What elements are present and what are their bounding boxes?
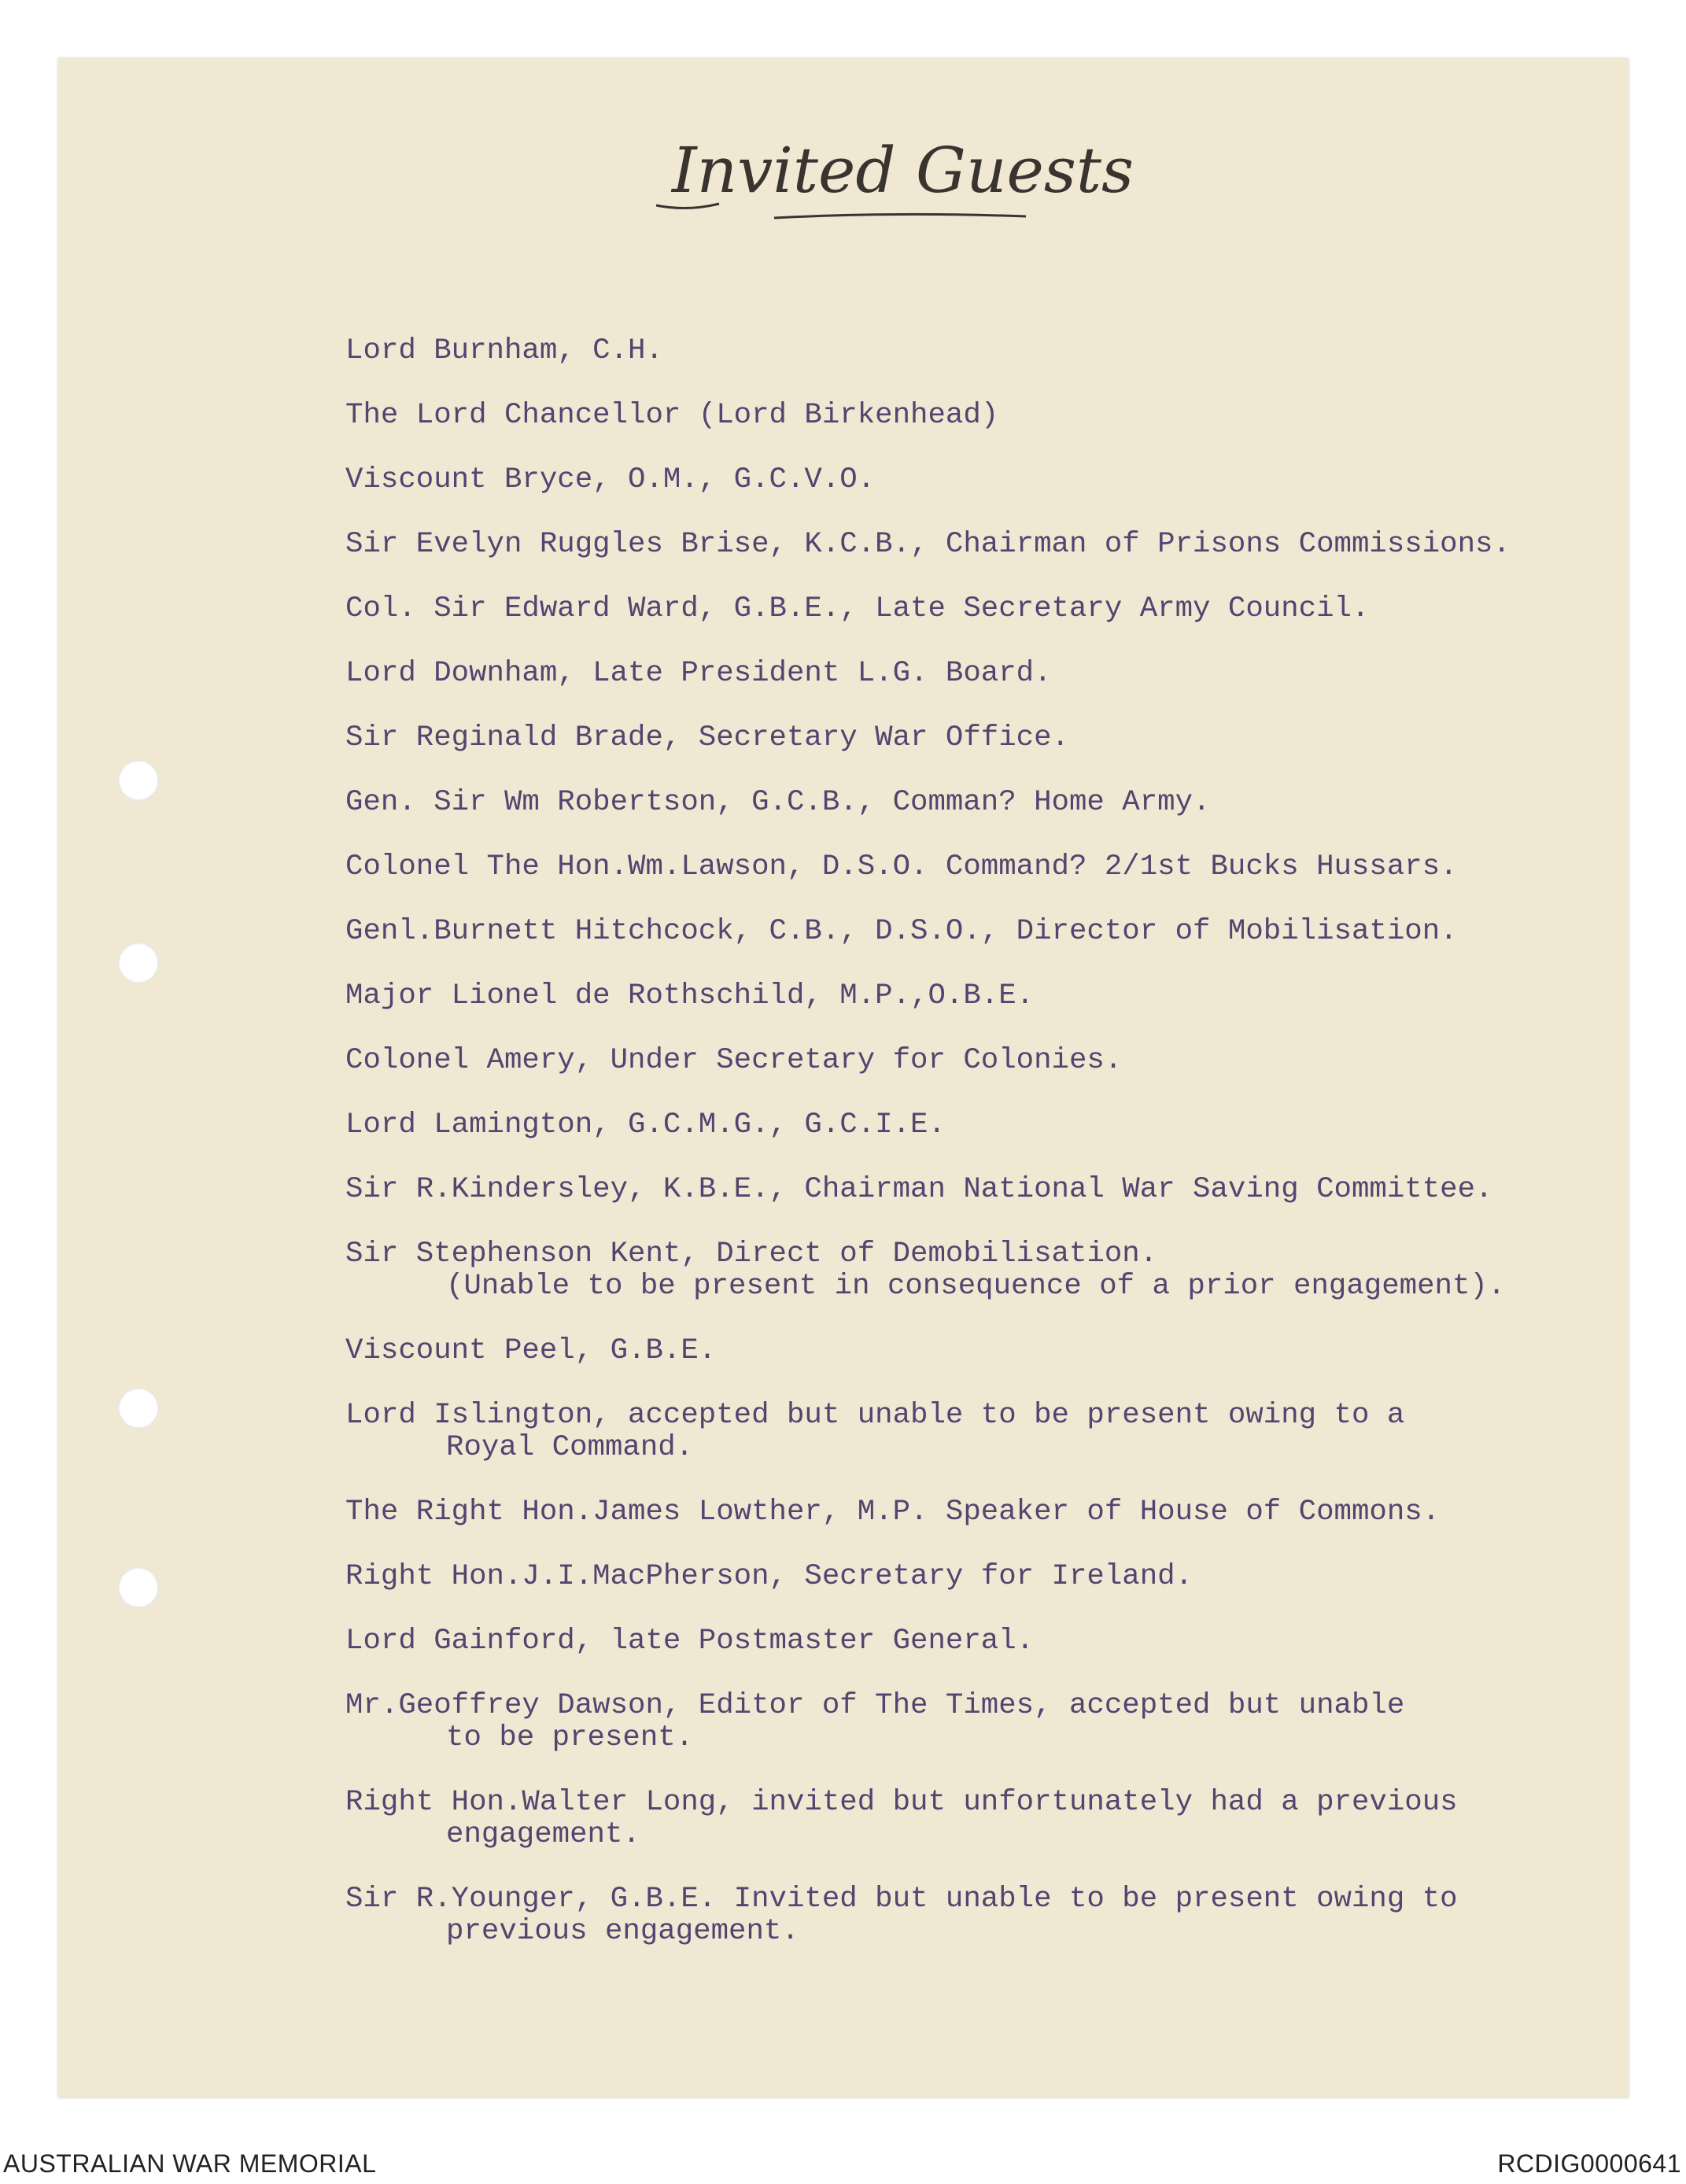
- punch-hole: [118, 1567, 159, 1608]
- guest-entry-line: Colonel The Hon.Wm.Lawson, D.S.O. Command? 2/1st Bucks Hussars.: [345, 850, 1458, 884]
- guest-entry-line: Viscount Bryce, O.M., G.C.V.O.: [345, 463, 876, 496]
- guest-entry-line: Major Lionel de Rothschild, M.P.,O.B.E.: [345, 979, 1035, 1013]
- guest-entry: [345, 1561, 1683, 1593]
- punch-hole: [118, 943, 159, 983]
- guest-entry-line: Viscount Peel, G.B.E.: [345, 1334, 717, 1367]
- guest-list: [345, 335, 1683, 1980]
- guest-entry-line: Gen. Sir Wm Robertson, G.C.B., Comman? Home Army.: [345, 786, 1211, 819]
- guest-entry-line: Sir Evelyn Ruggles Brise, K.C.B., Chairman of Prisons Commissions.: [345, 528, 1511, 561]
- heading-underline: [774, 214, 1026, 218]
- guest-entry: [345, 787, 1683, 819]
- handwritten-heading-graphic: [656, 133, 1134, 220]
- punch-hole: [118, 760, 159, 801]
- record-id-caption: RCDIG0000641: [1497, 2149, 1681, 2178]
- guest-entry-line: The Right Hon.James Lowther, M.P. Speaker of House of Commons.: [345, 1496, 1441, 1529]
- guest-entry: [345, 1787, 1683, 1851]
- guest-entry: [345, 658, 1683, 690]
- guest-entry-continuation: previous engagement.: [446, 1915, 799, 1948]
- guest-entry: [345, 464, 1683, 496]
- guest-entry: [345, 1690, 1683, 1754]
- guest-entry-line: Sir R.Younger, G.B.E. Invited but unable to be present owing to: [345, 1883, 1458, 1916]
- guest-entry-line: Sir Stephenson Kent, Direct of Demobilisation.: [345, 1238, 1158, 1271]
- guest-entry-line: Mr.Geoffrey Dawson, Editor of The Times, accepted but unable: [345, 1689, 1405, 1722]
- institution-caption: AUSTRALIAN WAR MEMORIAL: [3, 2149, 377, 2178]
- guest-entry: [345, 529, 1683, 561]
- heading-text: Invited Guests: [672, 134, 1134, 207]
- guest-entry-line: Lord Burnham, C.H.: [345, 334, 663, 367]
- guest-entry: [345, 916, 1683, 948]
- guest-entry: [345, 980, 1683, 1013]
- guest-entry: [345, 1174, 1683, 1206]
- guest-entry: [345, 851, 1683, 884]
- guest-entry-line: Sir R.Kindersley, K.B.E., Chairman National War Saving Committee.: [345, 1173, 1493, 1206]
- guest-entry: [345, 593, 1683, 625]
- document-page: [58, 58, 1629, 2097]
- guest-entry-line: Right Hon.Walter Long, invited but unfortunately had a previous: [345, 1786, 1458, 1819]
- punch-hole: [118, 1388, 159, 1429]
- guest-entry-line: Right Hon.J.I.MacPherson, Secretary for Ireland.: [345, 1560, 1193, 1593]
- guest-entry: [345, 1238, 1683, 1303]
- guest-entry-continuation: Royal Command.: [446, 1431, 694, 1464]
- handwritten-heading: [656, 133, 1134, 220]
- guest-entry: [345, 1109, 1683, 1142]
- guest-entry: [345, 1496, 1683, 1529]
- guest-entry-line: The Lord Chancellor (Lord Birkenhead): [345, 399, 999, 432]
- guest-entry: [345, 722, 1683, 754]
- guest-entry: [345, 1625, 1683, 1658]
- guest-entry-line: Lord Islington, accepted but unable to be present owing to a: [345, 1399, 1405, 1432]
- guest-entry: [345, 1883, 1683, 1948]
- guest-entry: [345, 335, 1683, 367]
- guest-entry-continuation: (Unable to be present in consequence of a prior engagement).: [446, 1270, 1506, 1303]
- guest-entry-line: Colonel Amery, Under Secretary for Colonies.: [345, 1044, 1123, 1077]
- guest-entry-line: Lord Gainford, late Postmaster General.: [345, 1625, 1035, 1658]
- guest-entry-line: Col. Sir Edward Ward, G.B.E., Late Secretary Army Council.: [345, 592, 1370, 625]
- guest-entry-continuation: to be present.: [446, 1721, 694, 1754]
- guest-entry: [345, 1335, 1683, 1367]
- guest-entry-line: Genl.Burnett Hitchcock, C.B., D.S.O., Director of Mobilisation.: [345, 915, 1458, 948]
- guest-entry-line: Lord Downham, Late President L.G. Board.: [345, 657, 1052, 690]
- guest-entry: [345, 400, 1683, 432]
- guest-entry: [345, 1045, 1683, 1077]
- guest-entry-line: Lord Lamington, G.C.M.G., G.C.I.E.: [345, 1109, 946, 1142]
- guest-entry: [345, 1400, 1683, 1464]
- guest-entry-continuation: engagement.: [446, 1818, 640, 1851]
- guest-entry-line: Sir Reginald Brade, Secretary War Office.: [345, 721, 1069, 754]
